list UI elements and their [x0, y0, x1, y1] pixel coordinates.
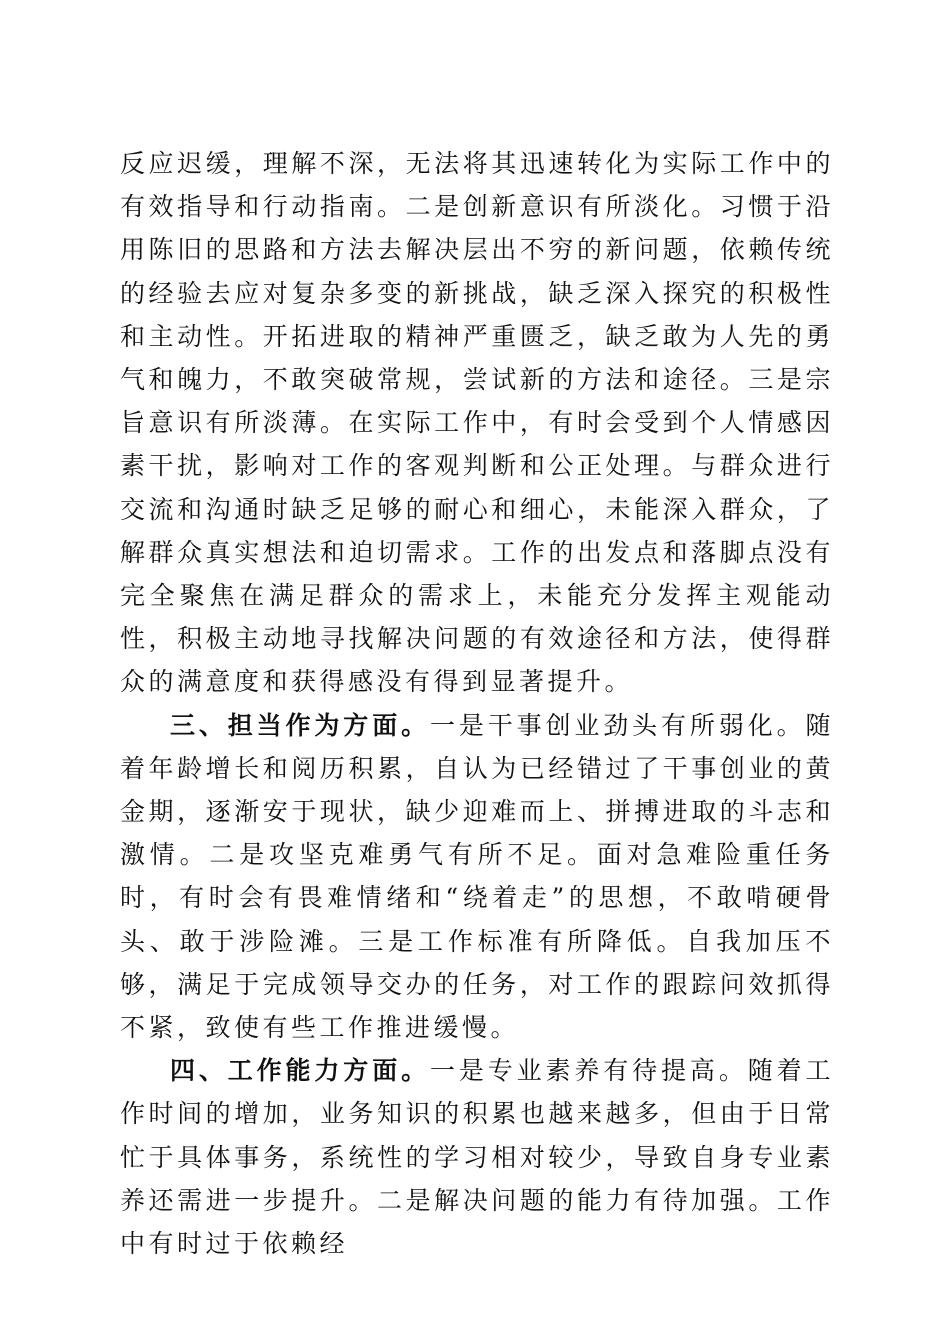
- document-body: [120, 142, 834, 1265]
- section-heading: 四、工作能力方面。: [170, 1056, 430, 1086]
- paragraph-section-4: [120, 1049, 834, 1265]
- section-heading: 三、担当作为方面。: [170, 710, 430, 740]
- paragraph-section-3: [120, 704, 834, 1050]
- paragraph-text: 一是专业素养有待提高。随着工作时间的增加，业务知识的积累也越来越多，但由于日常忙于具体事务，系统性的学习相对较少，导致自身专业素养还需进一步提升。二是解决问题的能力有待加强。工作中有时过于依赖经: [120, 1056, 834, 1259]
- paragraph-text: 反应迟缓，理解不深，无法将其迅速转化为实际工作中的有效指导和行动指南。二是创新意识有所淡化。习惯于沿用陈旧的思路和方法去解决层出不穷的新问题，依赖传统的经验去应对复杂多变的新挑战，缺乏深入探究的积极性和主动性。开拓进取的精神严重匮乏，缺乏敢为人先的勇气和魄力，不敢突破常规，尝试新的方法和途径。三是宗旨意识有所淡薄。在实际工作中，有时会受到个人情感因素干扰，影响对工作的客观判断和公正处理。与群众进行交流和沟通时缺乏足够的耐心和细心，未能深入群众，了解群众真实想法和迫切需求。工作的出发点和落脚点没有完全聚焦在满足群众的需求上，未能充分发挥主观能动性，积极主动地寻找解决问题的有效途径和方法，使得群众的满意度和获得感没有得到显著提升。: [120, 149, 834, 697]
- paragraph-continuation: [120, 142, 834, 704]
- paragraph-text: 一是干事创业劲头有所弱化。随着年龄增长和阅历积累，自认为已经错过了干事创业的黄金期，逐渐安于现状，缺少迎难而上、拼搏进取的斗志和激情。二是攻坚克难勇气有所不足。面对急难险重任务时，有时会有畏难情绪和“绕着走”的思想，不敢啃硬骨头、敢于涉险滩。三是工作标准有所降低。自我加压不够，满足于完成领导交办的任务，对工作的跟踪问效抓得不紧，致使有些工作推进缓慢。: [120, 710, 834, 1043]
